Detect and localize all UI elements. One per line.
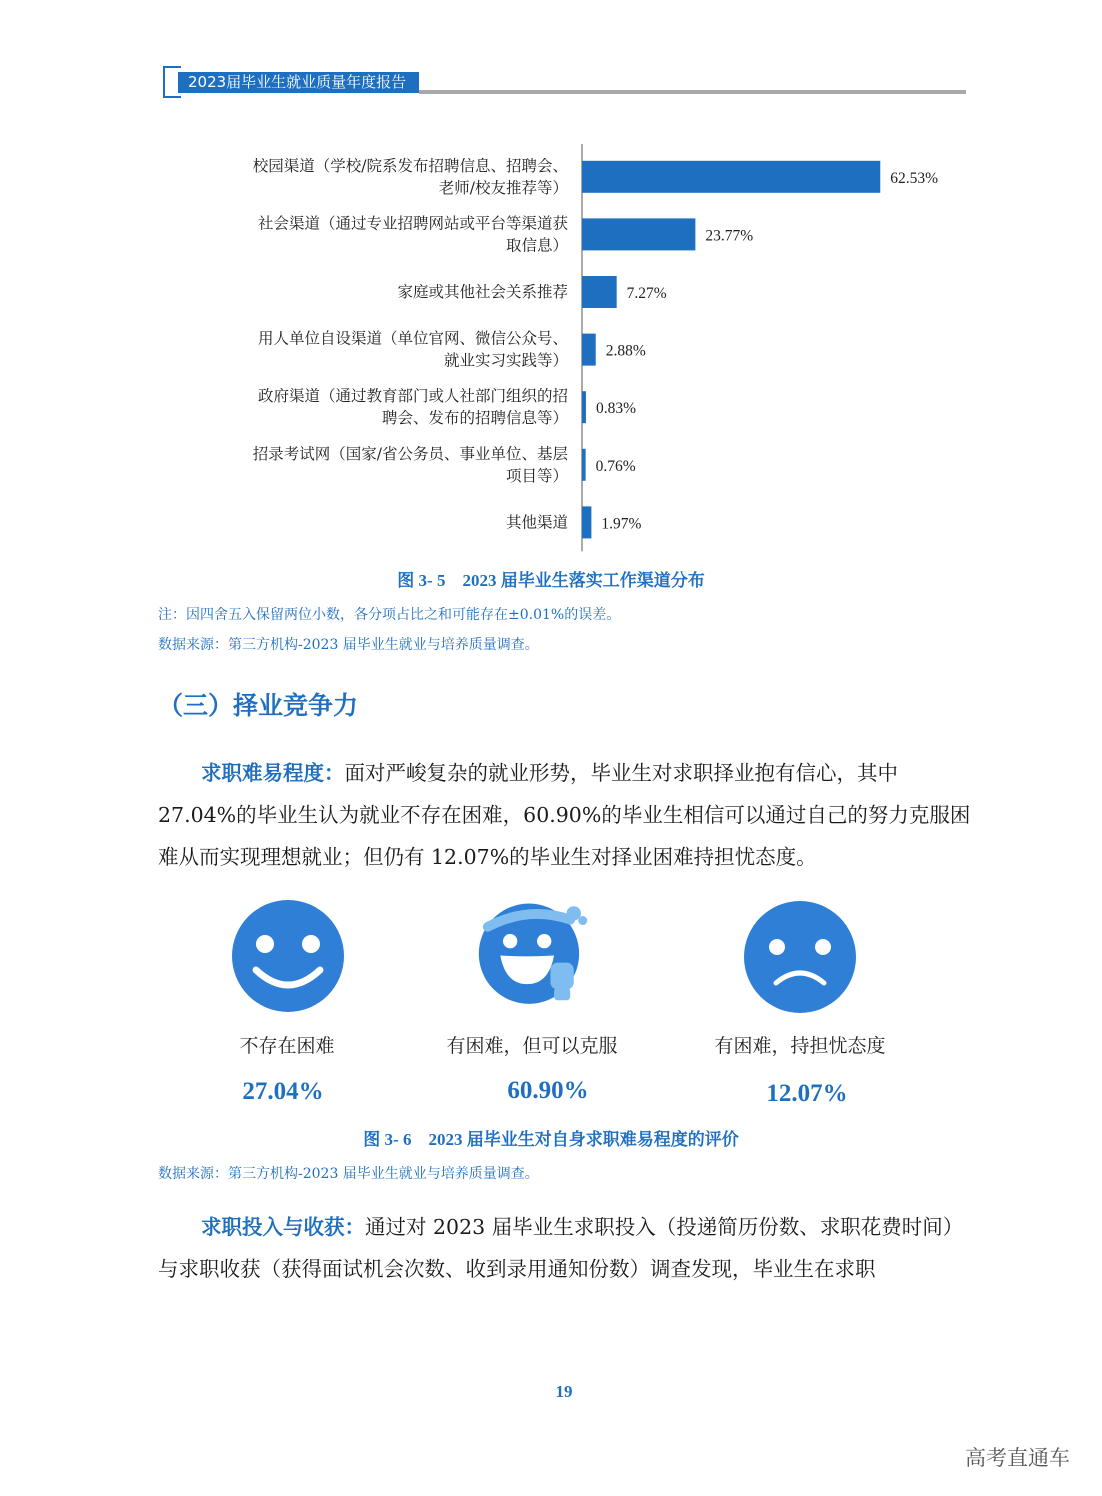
smile-face-icon <box>232 900 344 1012</box>
chart-value-label: 62.53% <box>890 169 939 187</box>
chart-category-label: 项目等） <box>505 466 568 485</box>
figure-3-5-note: 注：因四舍五入保留两位小数，各分项占比之和可能存在±0.01%的误差。 <box>158 607 621 623</box>
chart-value-label: 7.27% <box>626 285 667 302</box>
chart-category-label: 就业实习实践等） <box>443 351 568 370</box>
face-label-no-difficulty: 不存在困难 <box>239 1035 335 1057</box>
chart-value-label: 0.83% <box>595 400 637 418</box>
paragraph-lead: 求职难易程度： <box>201 761 345 785</box>
chart-category-label: 政府渠道（通过教育部门或人社部门组织的招 <box>257 387 568 406</box>
chart-category-label: 家庭或其他社会关系推荐 <box>397 283 568 301</box>
channel-bar-chart <box>150 140 1010 560</box>
chart-bar <box>582 218 695 250</box>
chart-bar <box>582 449 586 481</box>
figure-3-5-caption: 图 3- 5 2023 届毕业生落实工作渠道分布 <box>397 571 705 590</box>
face-pct-can-overcome: 60.90% <box>507 1077 589 1104</box>
chart-category-label: 用人单位自设渠道（单位官网、微信公众号、 <box>257 329 568 348</box>
chart-bar <box>582 391 586 423</box>
figure-3-6-caption: 图 3- 6 2023 届毕业生对自身求职难易程度的评价 <box>363 1130 739 1149</box>
watermark-text: 高考直通车 <box>965 1446 1070 1470</box>
chart-bar <box>582 334 596 366</box>
face-pct-worried: 12.07% <box>766 1080 848 1107</box>
header-title: 2023届毕业生就业质量年度报告 <box>178 72 419 93</box>
figure-3-6-source: 数据来源：第三方机构-2023 届毕业生就业与培养质量调查。 <box>158 1166 539 1182</box>
chart-bar <box>582 161 880 193</box>
chart-category-label: 社会渠道（通过专业招聘网站或平台等渠道获 <box>257 214 568 233</box>
chart-category-label: 取信息） <box>505 236 568 255</box>
paragraph-text: 面对严峻复杂的就业形势，毕业生对求职择业抱有信心，其中27.04%的毕业生认为就业不存在困难，60.90%的毕业生相信可以通过自己的努力克服困难从而实现理想就业；但仍有 12.07%的毕业生对择业困难持担忧态度。 <box>158 761 971 869</box>
chart-value-label: 23.77% <box>705 227 754 245</box>
face-pct-no-difficulty: 27.04% <box>242 1078 324 1105</box>
paragraph-text: 通过对 2023 届毕业生求职投入（投递简历份数、求职花费时间）与求职收获（获得面试机会次数、收到录用通知份数）调查发现，毕业生在求职 <box>158 1215 964 1281</box>
figure-3-5-source: 数据来源：第三方机构-2023 届毕业生就业与培养质量调查。 <box>158 637 539 653</box>
chart-value-label: 0.76% <box>595 457 636 475</box>
paragraph-job-difficulty <box>158 752 973 878</box>
paragraph-job-investment <box>158 1206 973 1290</box>
chart-category-label: 老师/校友推荐等） <box>438 178 568 197</box>
chart-bar <box>582 276 617 308</box>
header-rule <box>419 90 966 94</box>
face-label-worried: 有困难，持担忧态度 <box>714 1035 886 1057</box>
chart-value-label: 1.97% <box>601 515 642 533</box>
chart-category-label: 聘会、发布的招聘信息等） <box>381 409 568 428</box>
paragraph-lead: 求职投入与收获： <box>201 1215 365 1239</box>
section-title: （三）择业竞争力 <box>158 691 359 720</box>
chart-value-label: 2.88% <box>605 342 646 360</box>
page-number: 19 <box>555 1382 573 1401</box>
chart-bar <box>582 506 591 538</box>
face-label-can-overcome: 有困难，但可以克服 <box>446 1035 618 1057</box>
chart-category-label: 校园渠道（学校/院系发布招聘信息、招聘会、 <box>252 156 568 175</box>
determined-face-icon <box>477 895 589 1007</box>
chart-category-label: 招录考试网（国家/省公务员、事业单位、基层 <box>252 444 568 463</box>
chart-category-label: 其他渠道 <box>505 513 568 532</box>
sad-face-icon <box>744 901 856 1013</box>
